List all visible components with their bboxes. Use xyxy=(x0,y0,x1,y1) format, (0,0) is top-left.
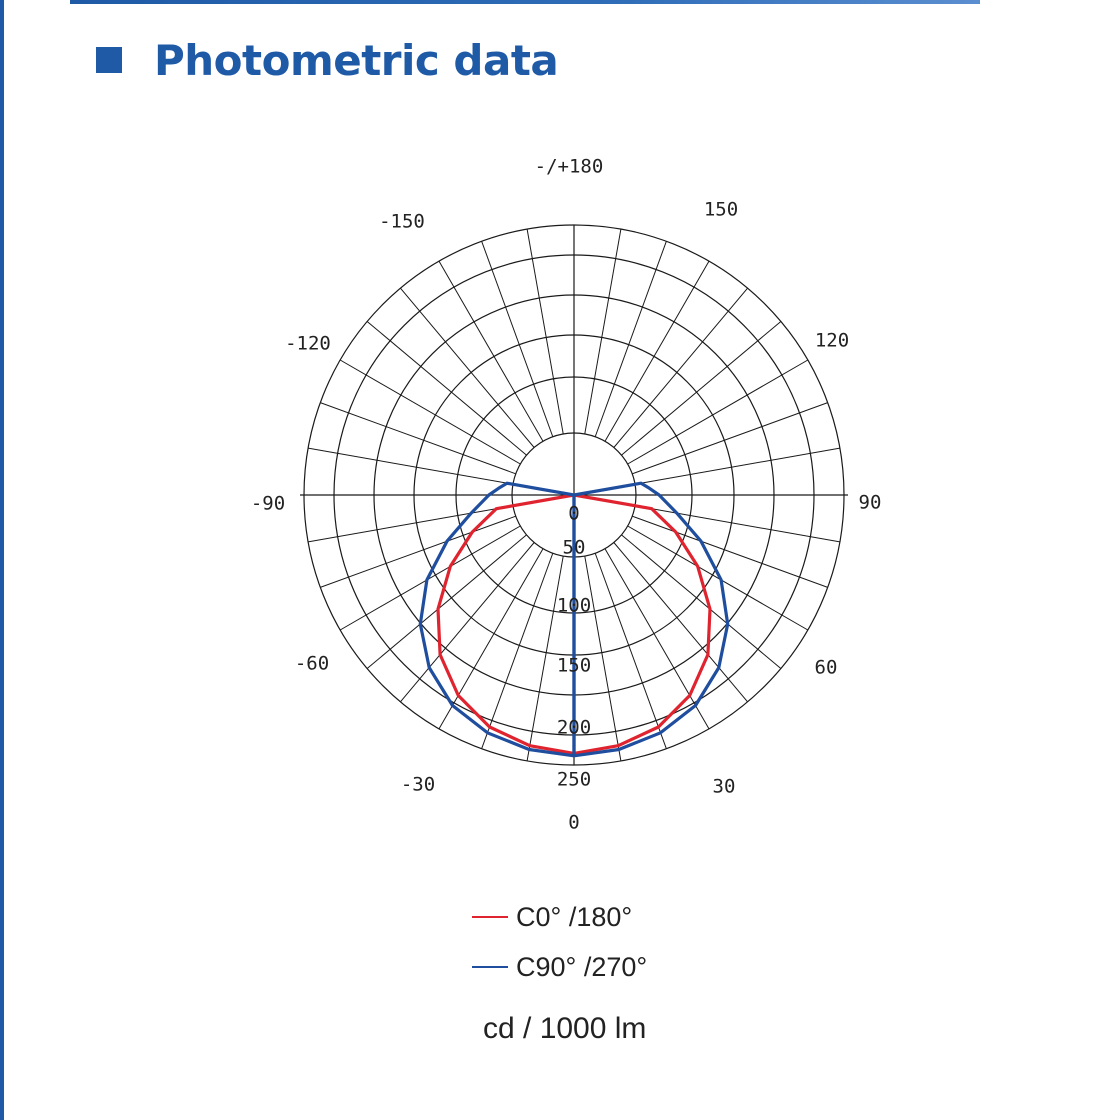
grid-spoke xyxy=(482,553,553,748)
angle-label: -90 xyxy=(250,492,286,515)
angle-label: 60 xyxy=(814,656,838,679)
grid-spoke xyxy=(482,241,553,436)
grid-spoke xyxy=(595,553,666,748)
grid-spoke xyxy=(628,360,808,464)
angle-label: 120 xyxy=(814,329,850,352)
radial-label: 0 xyxy=(568,502,580,525)
grid-spoke xyxy=(605,261,709,441)
legend-label-c0: C0° /180° xyxy=(516,901,633,932)
grid-spoke xyxy=(340,526,520,630)
angle-label: -30 xyxy=(400,773,436,796)
angle-label: -120 xyxy=(285,332,331,355)
angle-label: 90 xyxy=(858,491,882,514)
radial-label: 200 xyxy=(556,716,592,739)
grid-spoke xyxy=(605,549,709,729)
grid-spoke xyxy=(340,360,520,464)
page-title: Photometric data xyxy=(154,35,559,85)
angle-label: -/+180 xyxy=(534,155,604,178)
legend xyxy=(472,892,647,992)
grid-spoke xyxy=(367,535,526,669)
unit-label: cd / 1000 lm xyxy=(483,1012,647,1045)
angle-label: 30 xyxy=(712,775,736,798)
grid-spoke xyxy=(628,526,808,630)
angle-label: -60 xyxy=(294,652,330,675)
grid-spoke xyxy=(635,448,840,484)
grid-spoke xyxy=(439,549,543,729)
radial-label: 150 xyxy=(556,654,592,677)
grid-spoke xyxy=(595,241,666,436)
legend-label-c90: C90° /270° xyxy=(516,951,648,982)
legend-swatch-c0 xyxy=(472,916,508,918)
legend-swatch-c90 xyxy=(472,966,508,968)
legend-item-c0 xyxy=(472,892,647,942)
radial-label: 100 xyxy=(556,594,592,617)
angle-label: 0 xyxy=(568,811,580,834)
grid-spoke xyxy=(614,288,748,447)
grid-spoke xyxy=(632,516,827,587)
grid-spoke xyxy=(527,229,563,434)
grid-spoke xyxy=(585,229,621,434)
grid-spoke xyxy=(400,288,534,447)
grid-spoke xyxy=(367,321,526,455)
angle-label: -150 xyxy=(379,210,425,233)
grid-spoke xyxy=(439,261,543,441)
grid-spoke xyxy=(320,403,515,474)
grid-spoke xyxy=(621,321,780,455)
angle-label: 150 xyxy=(703,198,739,221)
radial-label: 250 xyxy=(556,768,592,791)
radial-label: 50 xyxy=(562,536,586,559)
grid-spoke xyxy=(308,448,513,484)
grid-spoke xyxy=(632,403,827,474)
legend-item-c90 xyxy=(472,942,647,992)
grid-spoke xyxy=(621,535,780,669)
grid-spoke xyxy=(320,516,515,587)
